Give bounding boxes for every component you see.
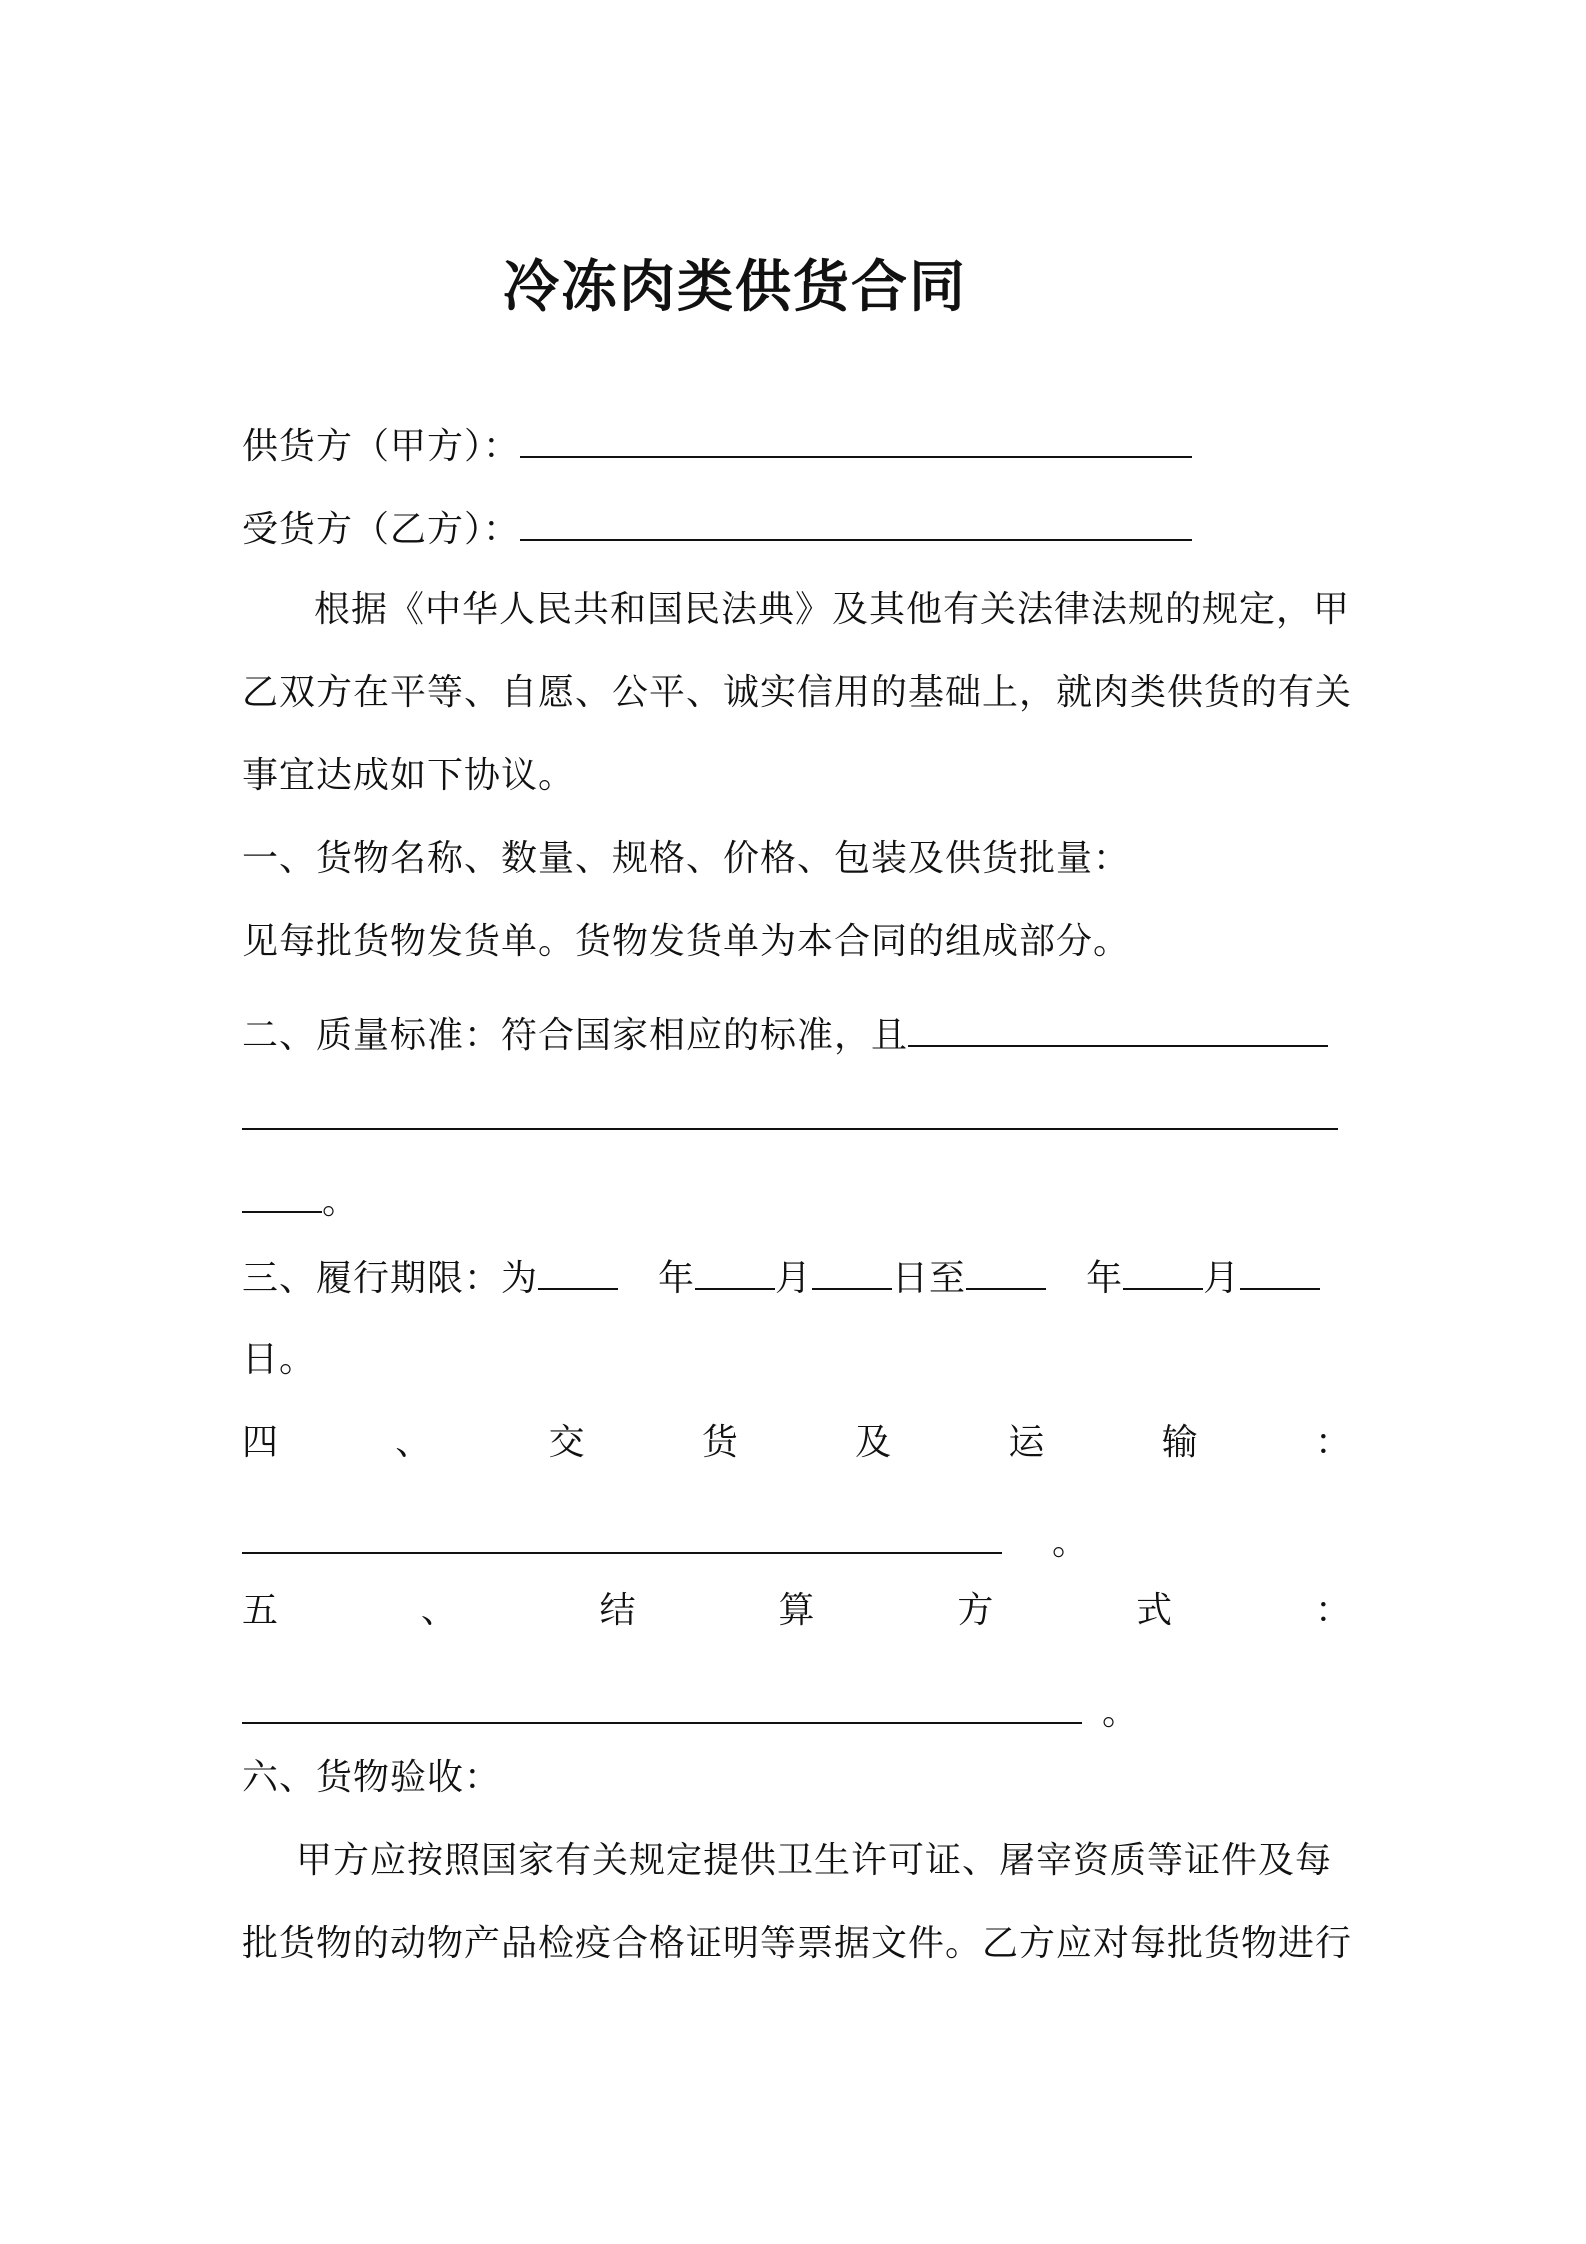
end-month-label: 月 <box>1203 1258 1241 1299</box>
clause-4-char: 四 <box>242 1422 280 1463</box>
clause-2-blank-2 <box>242 1092 1338 1130</box>
clause-4-line-2 <box>242 1516 1352 1568</box>
start-year-blank <box>538 1252 618 1290</box>
clause-4-char: 运 <box>1008 1422 1046 1463</box>
clause-1-heading: 一、货物名称、数量、规格、价格、包装及供货批量： <box>242 838 1131 879</box>
clause-5-char: 五 <box>242 1590 280 1631</box>
clause-5-char: 式 <box>1136 1590 1174 1631</box>
start-year-label: 年 <box>658 1258 696 1299</box>
buyer-blank <box>520 503 1192 541</box>
start-month-label: 月 <box>775 1258 813 1299</box>
end-month-blank <box>1123 1252 1203 1290</box>
clause-4-char: 交 <box>548 1422 586 1463</box>
clause-5-blank <box>242 1686 1082 1724</box>
clause-4-char: 货 <box>701 1422 739 1463</box>
clause-2-line-1 <box>242 1009 1352 1061</box>
end-year-blank <box>966 1252 1046 1290</box>
page-title: 冷冻肉类供货合同 <box>503 255 967 320</box>
clause-1-body: 见每批货物发货单。货物发货单为本合同的组成部分。 <box>242 921 1131 962</box>
start-month-blank <box>695 1252 775 1290</box>
buyer-label: 受货方（乙方）： <box>242 509 521 550</box>
clause-6-heading: 六、货物验收： <box>242 1757 502 1798</box>
clause-4-char: 、 <box>395 1422 433 1463</box>
clause-3-end: 日。 <box>242 1339 317 1380</box>
preamble-line-3: 事宜达成如下协议。 <box>242 755 576 796</box>
day-to-label: 日至 <box>892 1258 967 1299</box>
supplier-line <box>242 420 1352 472</box>
clause-2-line-2 <box>242 1092 1352 1144</box>
clause-4-char: ： <box>1314 1422 1352 1463</box>
clause-4-heading <box>242 1418 1352 1468</box>
clause-4-blank <box>242 1516 1002 1554</box>
clause-5-end: 。 <box>1102 1692 1140 1733</box>
clause-2-blank-1 <box>908 1009 1328 1047</box>
supplier-blank <box>520 420 1192 458</box>
clause-5-char: 、 <box>420 1590 458 1631</box>
clause-6-line-1: 甲方应按照国家有关规定提供卫生许可证、屠宰资质等证件及每 <box>296 1840 1333 1881</box>
buyer-line <box>242 503 1352 555</box>
clause-2-blank-3 <box>242 1175 322 1213</box>
clause-4-end: 。 <box>1052 1522 1090 1563</box>
clause-5-char: 算 <box>778 1590 816 1631</box>
clause-3-line-1 <box>242 1252 1352 1304</box>
end-day-blank <box>1240 1252 1320 1290</box>
start-day-blank <box>812 1252 892 1290</box>
clause-2-line-3 <box>242 1175 1352 1227</box>
preamble-line-2: 乙双方在平等、自愿、公平、诚实信用的基础上，就肉类供货的有关 <box>242 672 1353 713</box>
clause-4-char: 及 <box>855 1422 893 1463</box>
clause-5-char: 结 <box>599 1590 637 1631</box>
end-year-label: 年 <box>1086 1258 1124 1299</box>
clause-5-line-2 <box>242 1686 1352 1738</box>
clause-2-end: 。 <box>322 1181 360 1222</box>
clause-4-char: 输 <box>1161 1422 1199 1463</box>
clause-3-prefix: 三、履行期限：为 <box>242 1258 539 1299</box>
clause-5-char: ： <box>1314 1590 1352 1631</box>
clause-2-heading: 二、质量标准：符合国家相应的标准，且 <box>242 1015 909 1056</box>
clause-5-heading <box>242 1586 1352 1636</box>
clause-6-line-2: 批货物的动物产品检疫合格证明等票据文件。乙方应对每批货物进行 <box>242 1923 1353 1964</box>
clause-5-char: 方 <box>957 1590 995 1631</box>
supplier-label: 供货方（甲方）： <box>242 426 521 467</box>
preamble-line-1: 根据《中华人民共和国民法典》及其他有关法律法规的规定，甲 <box>314 589 1351 630</box>
